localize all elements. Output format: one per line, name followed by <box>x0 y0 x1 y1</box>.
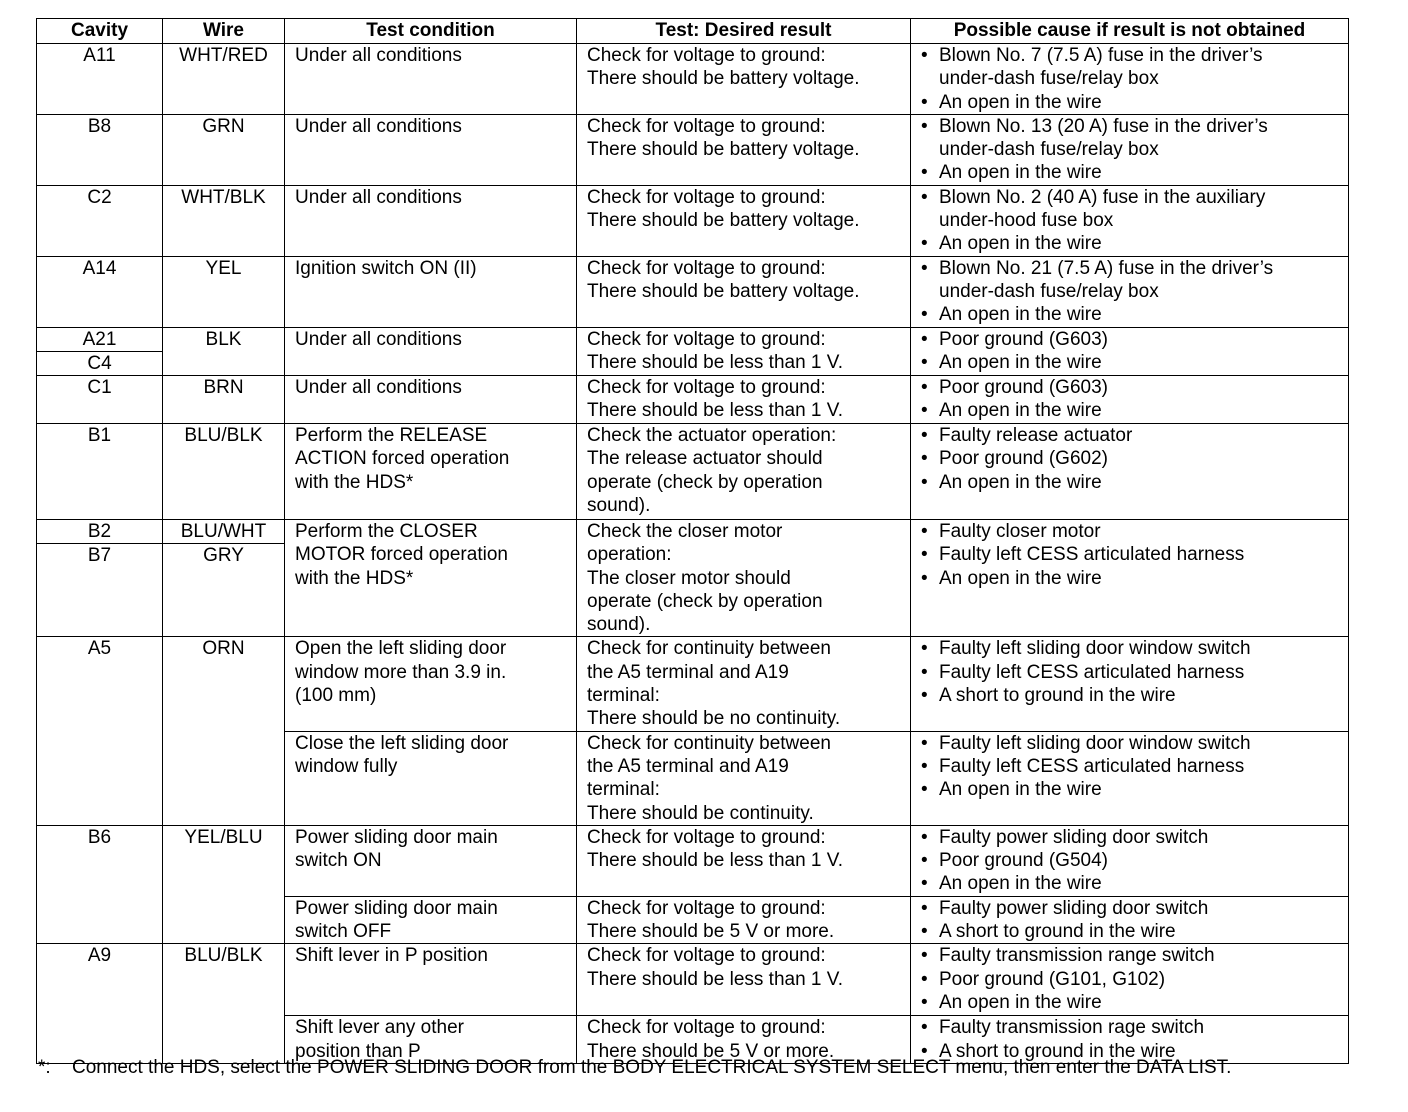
possible-cause-cell <box>911 944 1349 1016</box>
text-line: Under all conditions <box>295 376 462 398</box>
cavity-cell <box>37 114 163 185</box>
test-condition-cell <box>285 423 577 519</box>
cavity-cell <box>37 44 163 115</box>
test-condition-cell <box>285 731 577 825</box>
cavity-id: C4 <box>37 351 162 375</box>
table-row <box>37 519 1349 636</box>
text-line: Shift lever in P position <box>295 945 488 967</box>
cause-item: • An open in the wire <box>921 567 1346 590</box>
text-line: Check for voltage to ground: <box>587 115 826 137</box>
cause-item: • An open in the wire <box>921 91 1346 114</box>
text-line: window fully <box>295 755 398 777</box>
text-line: Power sliding door main <box>295 897 498 919</box>
cause-item: • An open in the wire <box>921 303 1346 326</box>
wire-cell <box>163 256 285 327</box>
cause-item: • An open in the wire <box>921 161 1346 184</box>
text-line: MOTOR forced operation <box>295 544 508 566</box>
cause-item: • Faulty transmission rage switch <box>921 1016 1346 1039</box>
cavity-id: C2 <box>87 186 112 208</box>
text-line: Under all conditions <box>295 115 462 137</box>
test-condition-cell <box>285 519 577 636</box>
table-row <box>37 637 1349 731</box>
cavity-id: A9 <box>87 945 112 967</box>
text-line: the A5 terminal and A19 <box>587 755 789 777</box>
test-condition-cell <box>285 896 577 944</box>
cause-item: • Poor ground (G101, G102) <box>921 968 1346 991</box>
cause-item: • Faulty power sliding door switch <box>921 897 1346 920</box>
wire-color: WHT/RED <box>179 45 268 66</box>
text-line: Check for voltage to ground: <box>587 1017 826 1039</box>
table-row <box>37 256 1349 327</box>
text-line: Open the left sliding door <box>295 638 507 660</box>
wire-cell <box>163 327 285 375</box>
text-line: There should be 5 V or more. <box>587 1040 835 1062</box>
wire-cell <box>163 423 285 519</box>
wire-color: BLU/WHT <box>180 520 267 542</box>
cavity-id: C1 <box>87 376 112 398</box>
test-condition-cell <box>285 185 577 256</box>
header-row <box>37 19 1349 44</box>
cavity-cell <box>37 375 163 423</box>
wire-cell <box>163 185 285 256</box>
possible-cause-cell <box>911 825 1349 896</box>
text-line: Perform the CLOSER <box>295 520 478 542</box>
header-cavity: Cavity <box>37 19 163 44</box>
possible-cause-cell <box>911 327 1349 375</box>
wire-color: GRN <box>202 115 245 137</box>
text-line: Check the closer motor <box>587 520 783 542</box>
text-line: operate (check by operation <box>587 471 823 493</box>
cavity-id: A14 <box>82 257 117 279</box>
cavity-id: B2 <box>87 520 112 542</box>
test-condition-cell <box>285 44 577 115</box>
cause-item: • Faulty left sliding door window switch <box>921 637 1346 660</box>
wire-color: ORN <box>202 638 245 660</box>
test-condition-cell <box>285 637 577 731</box>
test-condition-cell <box>285 944 577 1016</box>
text-line: There should be continuity. <box>587 802 814 824</box>
cavity-cell <box>37 519 163 636</box>
desired-result-cell <box>577 185 911 256</box>
test-condition-cell <box>285 256 577 327</box>
cavity-id: B1 <box>87 424 112 446</box>
text-line: The release actuator should <box>587 448 823 470</box>
possible-cause-cell <box>911 519 1349 636</box>
desired-result-cell <box>577 256 911 327</box>
cavity-id: A11 <box>83 45 116 66</box>
desired-result-cell <box>577 327 911 375</box>
wire-color: BRN <box>203 376 244 398</box>
cause-item: • Faulty left CESS articulated harness <box>921 755 1346 778</box>
text-line: Power sliding door main <box>295 826 498 848</box>
text-line: terminal: <box>587 779 660 801</box>
cavity-cell <box>37 944 163 1064</box>
text-line: window more than 3.9 in. <box>295 661 507 683</box>
test-condition-cell <box>285 327 577 375</box>
cavity-cell <box>37 423 163 519</box>
text-line: ACTION forced operation <box>295 448 510 470</box>
cavity-id: B7 <box>37 543 162 567</box>
possible-cause-cell <box>911 256 1349 327</box>
text-line: There should be less than 1 V. <box>587 400 843 422</box>
table-body <box>37 44 1349 1064</box>
cause-item: • Faulty transmission range switch <box>921 944 1346 967</box>
text-line: Check for voltage to ground: <box>587 328 826 350</box>
text-line: There should be 5 V or more. <box>587 921 835 943</box>
cause-item: • Faulty release actuator <box>921 424 1346 447</box>
text-line: There should be less than 1 V. <box>587 968 843 990</box>
cavity-id: B8 <box>87 115 112 137</box>
cavity-id: A21 <box>82 328 117 350</box>
cavity-cell <box>37 825 163 944</box>
wire-color: BLU/BLK <box>184 945 263 967</box>
wire-color: BLU/BLK <box>184 424 263 446</box>
wire-color: GRY <box>163 543 284 567</box>
wire-cell <box>163 825 285 944</box>
footnote <box>38 1057 1231 1079</box>
text-line: sound). <box>587 494 651 516</box>
wire-cell <box>163 44 285 115</box>
text-line: There should be less than 1 V. <box>587 351 843 373</box>
cause-item: • Faulty left CESS articulated harness <box>921 661 1346 684</box>
possible-cause-cell <box>911 637 1349 731</box>
text-line: Check for continuity between <box>587 732 831 754</box>
text-line: There should be no continuity. <box>587 708 841 730</box>
table-row <box>37 44 1349 115</box>
desired-result-cell <box>577 44 911 115</box>
possible-cause-cell <box>911 44 1349 115</box>
cause-item: • Poor ground (G603) <box>921 376 1346 399</box>
cause-item: • An open in the wire <box>921 471 1346 494</box>
header-wire: Wire <box>163 19 285 44</box>
text-line: There should be battery voltage. <box>587 210 860 232</box>
text-line: switch ON <box>295 850 382 872</box>
text-line: Check for voltage to ground: <box>587 897 826 919</box>
text-line: Check for voltage to ground: <box>587 945 826 967</box>
footnote-marker: *: <box>38 1057 51 1078</box>
cavity-cell <box>37 256 163 327</box>
cavity-cell <box>37 327 163 375</box>
text-line: sound). <box>587 614 651 636</box>
desired-result-cell <box>577 825 911 896</box>
text-line: There should be battery voltage. <box>587 139 860 161</box>
text-line: Close the left sliding door <box>295 732 509 754</box>
table-row <box>37 375 1349 423</box>
cause-item: • Poor ground (G603) <box>921 328 1346 351</box>
text-line: Under all conditions <box>295 186 462 208</box>
possible-cause-cell <box>911 114 1349 185</box>
cause-item: • Blown No. 2 (40 A) fuse in the auxiliary under-hood fuse box <box>921 186 1346 233</box>
cause-item: • Faulty left CESS articulated harness <box>921 543 1346 566</box>
desired-result-cell <box>577 944 911 1016</box>
table-row <box>37 825 1349 896</box>
text-line: Under all conditions <box>295 328 462 350</box>
cause-item: • Blown No. 13 (20 A) fuse in the driver’s under-dash fuse/relay box <box>921 115 1346 162</box>
desired-result-cell <box>577 114 911 185</box>
cavity-test-table <box>36 18 1349 1064</box>
possible-cause-cell <box>911 185 1349 256</box>
cause-item: • An open in the wire <box>921 351 1346 374</box>
header-possible-cause: Possible cause if result is not obtained <box>911 19 1349 44</box>
text-line: There should be battery voltage. <box>587 280 860 302</box>
cavity-cell <box>37 185 163 256</box>
text-line: Perform the RELEASE <box>295 424 488 446</box>
table-row <box>37 114 1349 185</box>
text-line: Under all conditions <box>295 45 462 66</box>
header-desired-result: Test: Desired result <box>577 19 911 44</box>
text-line: switch OFF <box>295 921 392 943</box>
text-line: terminal: <box>587 685 660 707</box>
text-line: There should be less than 1 V. <box>587 850 843 872</box>
cause-item: • Faulty power sliding door switch <box>921 826 1346 849</box>
test-condition-cell <box>285 114 577 185</box>
cause-item: • Poor ground (G602) <box>921 447 1346 470</box>
wire-color: WHT/BLK <box>181 186 266 208</box>
cause-item: • A short to ground in the wire <box>921 1040 1346 1063</box>
text-line: Ignition switch ON (II) <box>295 257 477 279</box>
text-line: operate (check by operation <box>587 590 823 612</box>
text-line: Check for voltage to ground: <box>587 376 826 398</box>
cause-item: • An open in the wire <box>921 232 1346 255</box>
possible-cause-cell <box>911 896 1349 944</box>
desired-result-cell <box>577 637 911 731</box>
text-line: position than P <box>295 1040 421 1062</box>
text-line: Shift lever any other <box>295 1017 464 1039</box>
cause-item: • An open in the wire <box>921 991 1346 1014</box>
table-row <box>37 327 1349 375</box>
possible-cause-cell <box>911 423 1349 519</box>
cause-item: • An open in the wire <box>921 778 1346 801</box>
desired-result-cell <box>577 896 911 944</box>
desired-result-cell <box>577 519 911 636</box>
wire-cell <box>163 375 285 423</box>
test-condition-cell <box>285 825 577 896</box>
test-condition-cell <box>285 375 577 423</box>
text-line: Check for continuity between <box>587 638 831 660</box>
text-line: Check for voltage to ground: <box>587 257 826 279</box>
cause-item: • A short to ground in the wire <box>921 684 1346 707</box>
text-line: Check for voltage to ground: <box>587 186 826 208</box>
cause-item: • Faulty left sliding door window switch <box>921 732 1346 755</box>
cavity-test-table-sheet <box>36 18 1348 1062</box>
wire-color: YEL/BLU <box>184 826 263 848</box>
text-line: operation: <box>587 544 672 566</box>
text-line: (100 mm) <box>295 685 377 707</box>
cavity-id: A5 <box>87 638 112 660</box>
desired-result-cell <box>577 375 911 423</box>
footnote-text: Connect the HDS, select the POWER SLIDING DOOR from the BODY ELECTRICAL SYSTEM SELECT menu, then enter the DATA LIST. <box>72 1057 1232 1078</box>
wire-cell <box>163 944 285 1064</box>
table-row <box>37 944 1349 1016</box>
table-row <box>37 185 1349 256</box>
text-line: Check the actuator operation: <box>587 424 837 446</box>
possible-cause-cell <box>911 731 1349 825</box>
desired-result-cell <box>577 731 911 825</box>
cause-item: • An open in the wire <box>921 399 1346 422</box>
cause-item: • An open in the wire <box>921 872 1346 895</box>
text-line: The closer motor should <box>587 567 791 589</box>
text-line: with the HDS* <box>295 567 414 589</box>
wire-cell <box>163 114 285 185</box>
cause-item: • A short to ground in the wire <box>921 920 1346 943</box>
cavity-cell <box>37 637 163 825</box>
wire-color: BLK <box>205 328 242 350</box>
cavity-id: B6 <box>87 826 112 848</box>
wire-color: YEL <box>205 257 242 279</box>
wire-cell <box>163 637 285 825</box>
text-line: Check for voltage to ground: <box>587 45 826 66</box>
text-line: Check for voltage to ground: <box>587 826 826 848</box>
desired-result-cell <box>577 423 911 519</box>
header-test-condition: Test condition <box>285 19 577 44</box>
wire-cell <box>163 519 285 636</box>
table-row <box>37 423 1349 519</box>
cause-item: • Blown No. 7 (7.5 A) fuse in the driver’s under-dash fuse/relay box <box>921 44 1346 91</box>
cause-item: • Blown No. 21 (7.5 A) fuse in the driver’s under-dash fuse/relay box <box>921 257 1346 304</box>
cause-item: • Poor ground (G504) <box>921 849 1346 872</box>
cause-item: • Faulty closer motor <box>921 520 1346 543</box>
possible-cause-cell <box>911 375 1349 423</box>
text-line: There should be battery voltage. <box>587 68 860 90</box>
text-line: with the HDS* <box>295 471 414 493</box>
text-line: the A5 terminal and A19 <box>587 661 789 683</box>
